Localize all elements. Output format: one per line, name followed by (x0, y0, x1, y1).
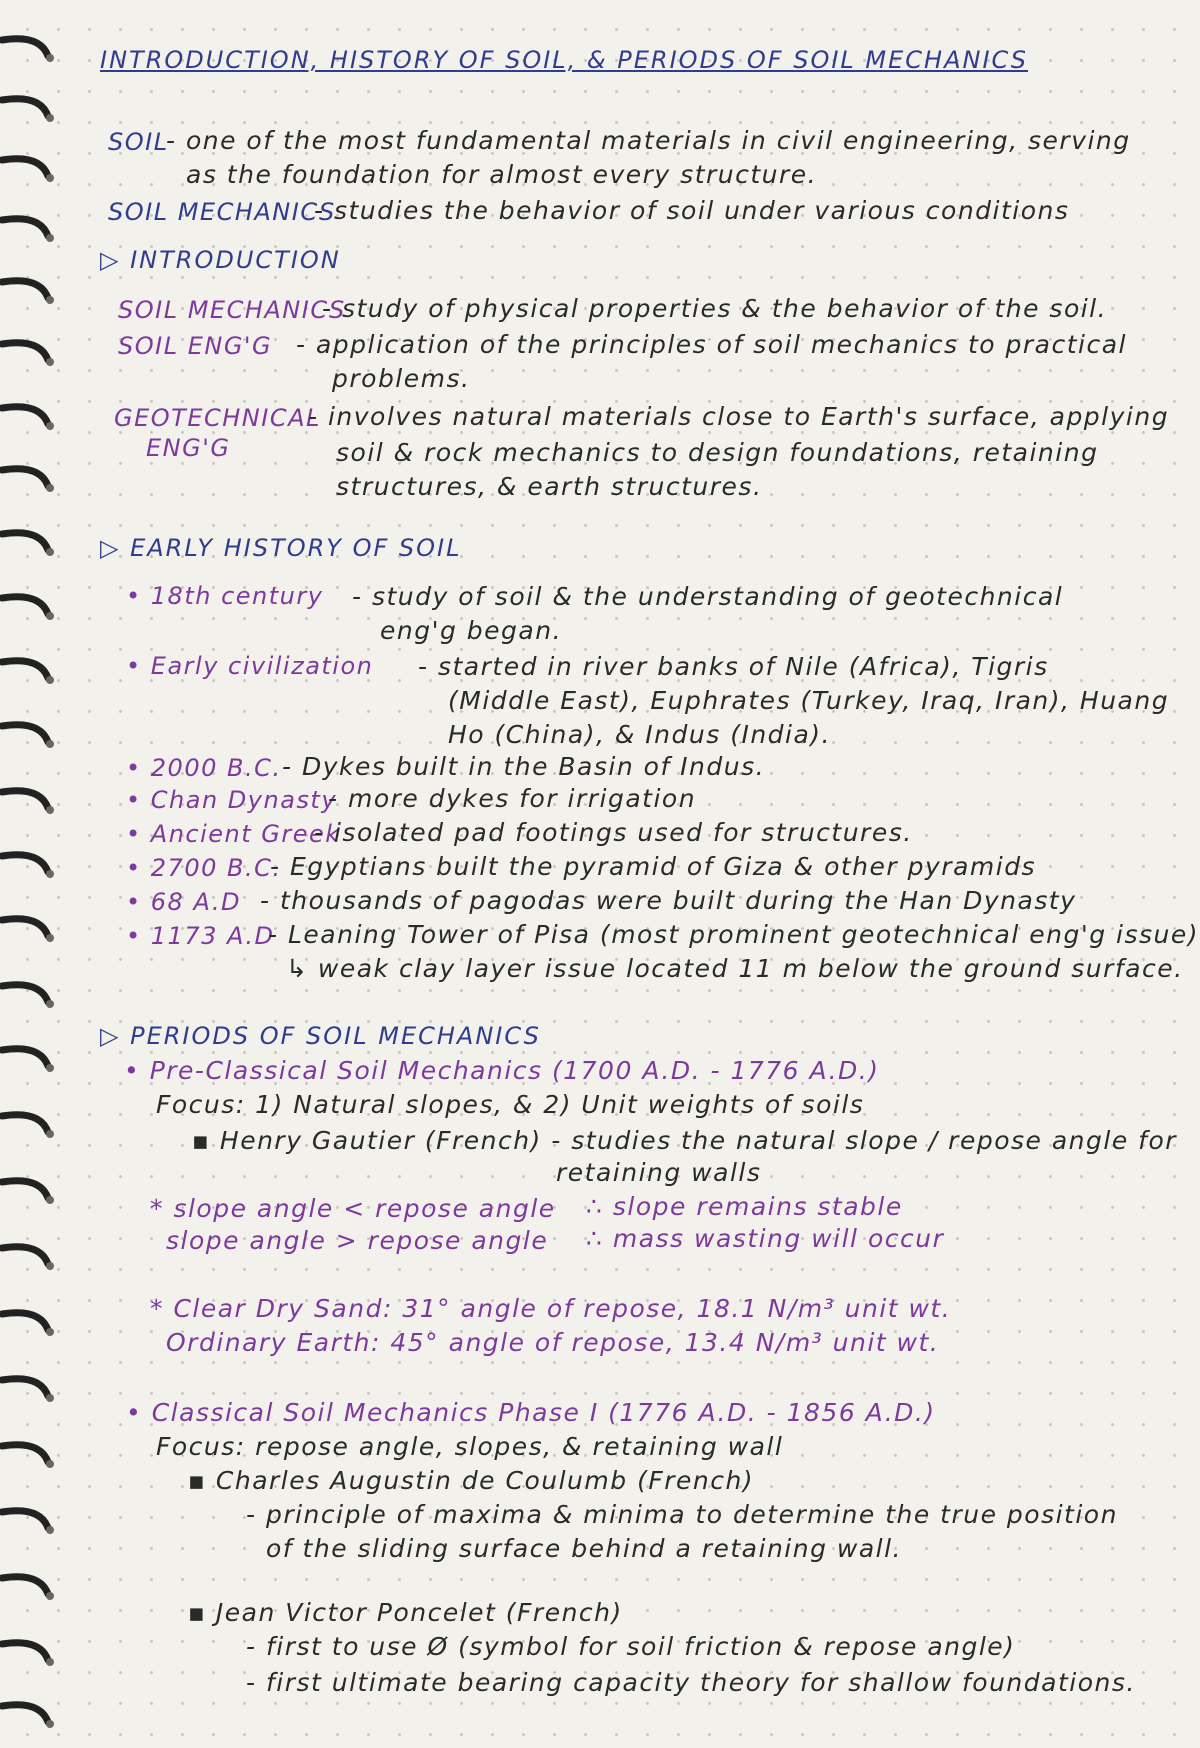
history-2000bc-definition: - Dykes built in the Basin of Indus. (282, 752, 766, 781)
poncelet-line-1: - first to use Ø (symbol for soil friction & repose angle) (246, 1632, 1016, 1661)
soil-term: SOIL (108, 128, 169, 156)
pre-classical-label: • Pre-Classical Soil Mechanics (1700 A.D. - 1776 A.D.) (124, 1056, 880, 1085)
history-18th-century-definition-1: - study of soil & the understanding of geotechnical (352, 582, 1064, 611)
slope-result-1: ∴ slope remains stable (586, 1192, 903, 1221)
history-2000bc-term: • 2000 B.C. (126, 754, 282, 782)
return-arrow-icon: ↳ (286, 954, 309, 983)
slope-condition-2: slope angle > repose angle (166, 1226, 549, 1255)
history-early-civilization-term: • Early civilization (126, 652, 374, 680)
poncelet-line-2: - first ultimate bearing capacity theory for shallow foundations. (246, 1668, 1136, 1697)
history-chan-dynasty-definition: - more dykes for irrigation (328, 784, 697, 813)
classical-phase1-label: • Classical Soil Mechanics Phase I (1776 A.D. - 1856 A.D.) (126, 1398, 936, 1427)
history-68ad-term: • 68 A.D (126, 888, 241, 916)
history-18th-century-definition-2: eng'g began. (380, 616, 563, 645)
section-heading-early-history: ▷ EARLY HISTORY OF SOIL (100, 534, 462, 562)
soil-definition-2: as the foundation for almost every structure. (186, 160, 818, 189)
soil-mechanics-term: SOIL MECHANICS (108, 198, 336, 226)
classical-phase1-focus: Focus: repose angle, slopes, & retaining wall (156, 1432, 784, 1461)
slope-condition-1: * slope angle < repose angle (150, 1194, 556, 1223)
page-title: INTRODUCTION, HISTORY OF SOIL, & PERIODS OF SOIL MECHANICS (100, 46, 1028, 74)
intro-sm-term: SOIL MECHANICS (118, 296, 346, 324)
section-heading-introduction: ▷ INTRODUCTION (100, 246, 341, 274)
geotech-term-2: ENG'G (146, 434, 231, 462)
history-ancient-greek-definition: - isolated pad footings used for structures. (314, 818, 913, 847)
subnote-text: weak clay layer issue located 11 m below the ground surface. (317, 954, 1184, 983)
history-early-civilization-definition-2: (Middle East), Euphrates (Turkey, Iraq, Iran), Huang (448, 686, 1170, 715)
history-2700bc-definition: - Egyptians built the pyramid of Giza & other pyramids (270, 852, 1037, 881)
ordinary-earth: Ordinary Earth: 45° angle of repose, 13.4 N/m³ unit wt. (166, 1328, 940, 1357)
history-68ad-definition: - thousands of pagodas were built during the Han Dynasty (260, 886, 1077, 915)
heading-text: INTRODUCTION (130, 246, 341, 274)
history-1173ad-definition: - Leaning Tower of Pisa (most prominent geotechnical eng'g issue) (268, 920, 1199, 949)
history-early-civilization-definition-3: Ho (China), & Indus (India). (448, 720, 832, 749)
history-early-civilization-definition-1: - started in river banks of Nile (Africa), Tigris (418, 652, 1049, 681)
intro-sm-definition: - study of physical properties & the behavior of the soil. (322, 294, 1108, 323)
soil-definition-1: - one of the most fundamental materials in civil engineering, serving (166, 126, 1131, 155)
heading-text: PERIODS OF SOIL MECHANICS (130, 1022, 541, 1050)
slope-result-2: ∴ mass wasting will occur (586, 1224, 945, 1253)
history-1173ad-subnote (286, 954, 1184, 983)
history-1173ad-term: • 1173 A.D (126, 922, 275, 950)
geotech-definition-1: - involves natural materials close to Earth's surface, applying (308, 402, 1170, 431)
gautier-line-1: ▪ Henry Gautier (French) - studies the natural slope / repose angle for (192, 1126, 1178, 1155)
spiral-binding (0, 0, 68, 1748)
section-heading-periods: ▷ PERIODS OF SOIL MECHANICS (100, 1022, 541, 1050)
history-2700bc-term: • 2700 B.C. (126, 854, 282, 882)
heading-text: EARLY HISTORY OF SOIL (130, 534, 462, 562)
gautier-line-2: retaining walls (556, 1158, 762, 1187)
history-chan-dynasty-term: • Chan Dynasty (126, 786, 338, 814)
poncelet-name: ▪ Jean Victor Poncelet (French) (188, 1598, 623, 1627)
history-18th-century-term: • 18th century (126, 582, 324, 610)
clear-dry-sand: * Clear Dry Sand: 31° angle of repose, 18.1 N/m³ unit wt. (150, 1294, 952, 1323)
pre-classical-focus: Focus: 1) Natural slopes, & 2) Unit weights of soils (156, 1090, 865, 1119)
soil-engg-term: SOIL ENG'G (118, 332, 273, 360)
soil-engg-definition-1: - application of the principles of soil mechanics to practical (296, 330, 1128, 359)
geotech-term-1: GEOTECHNICAL (114, 404, 321, 432)
coulomb-name: ▪ Charles Augustin de Coulumb (French) (188, 1466, 755, 1495)
history-ancient-greek-term: • Ancient Greek (126, 820, 341, 848)
coulomb-line-1: - principle of maxima & minima to determine the true position (246, 1500, 1118, 1529)
soil-mechanics-definition: - studies the behavior of soil under various conditions (314, 196, 1070, 225)
coulomb-line-2: of the sliding surface behind a retaining wall. (266, 1534, 903, 1563)
geotech-definition-3: structures, & earth structures. (336, 472, 763, 501)
geotech-definition-2: soil & rock mechanics to design foundations, retaining (336, 438, 1099, 467)
soil-engg-definition-2: problems. (332, 364, 471, 393)
